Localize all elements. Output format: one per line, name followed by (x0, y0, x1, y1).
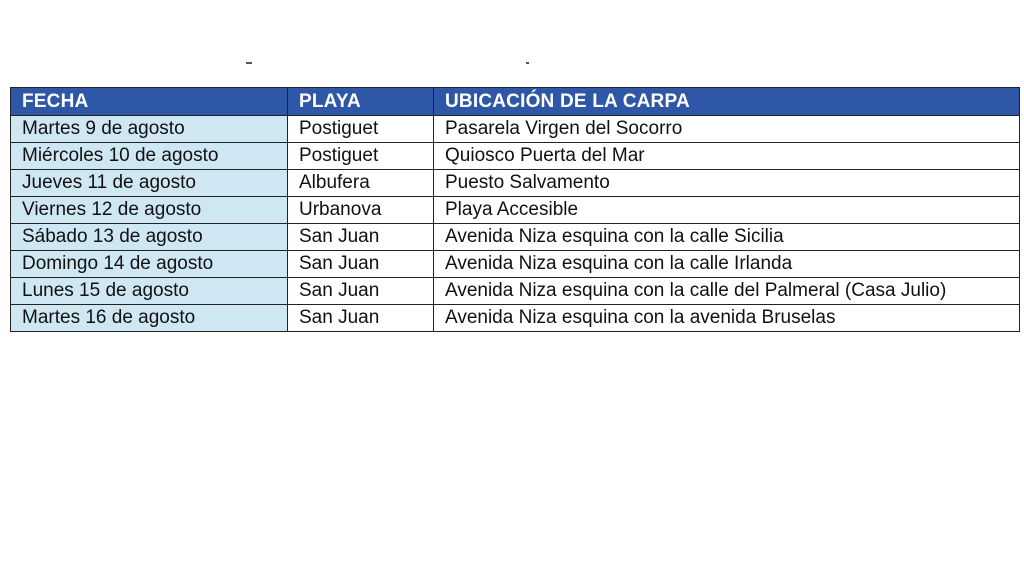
cell-ubicacion: Avenida Niza esquina con la avenida Bruselas (434, 305, 1020, 332)
table-row (11, 251, 1020, 278)
cell-ubicacion: Playa Accesible (434, 197, 1020, 224)
cell-playa: San Juan (288, 251, 434, 278)
cell-playa: Postiguet (288, 116, 434, 143)
header-fecha: FECHA (11, 88, 288, 116)
table-row (11, 278, 1020, 305)
cell-fecha: Martes 9 de agosto (11, 116, 288, 143)
cell-playa: Urbanova (288, 197, 434, 224)
cell-fecha: Domingo 14 de agosto (11, 251, 288, 278)
cell-fecha: Lunes 15 de agosto (11, 278, 288, 305)
cell-playa: Albufera (288, 170, 434, 197)
cell-fecha: Viernes 12 de agosto (11, 197, 288, 224)
stray-mark (246, 62, 252, 64)
table-row (11, 305, 1020, 332)
cell-ubicacion: Avenida Niza esquina con la calle del Palmeral (Casa Julio) (434, 278, 1020, 305)
cell-ubicacion: Quiosco Puerta del Mar (434, 143, 1020, 170)
table-header-row (11, 88, 1020, 116)
cell-fecha: Miércoles 10 de agosto (11, 143, 288, 170)
cell-fecha: Martes 16 de agosto (11, 305, 288, 332)
stray-mark (526, 62, 529, 64)
cell-playa: San Juan (288, 224, 434, 251)
table-row (11, 170, 1020, 197)
cell-playa: San Juan (288, 278, 434, 305)
schedule-table (10, 87, 1020, 332)
cell-ubicacion: Puesto Salvamento (434, 170, 1020, 197)
cell-fecha: Jueves 11 de agosto (11, 170, 288, 197)
cell-fecha: Sábado 13 de agosto (11, 224, 288, 251)
cell-ubicacion: Avenida Niza esquina con la calle Irlanda (434, 251, 1020, 278)
cell-ubicacion: Avenida Niza esquina con la calle Sicilia (434, 224, 1020, 251)
header-ubicacion: UBICACIÓN DE LA CARPA (434, 88, 1020, 116)
cell-playa: San Juan (288, 305, 434, 332)
header-playa: PLAYA (288, 88, 434, 116)
table-row (11, 143, 1020, 170)
cell-playa: Postiguet (288, 143, 434, 170)
table-row (11, 197, 1020, 224)
cell-ubicacion: Pasarela Virgen del Socorro (434, 116, 1020, 143)
table-row (11, 224, 1020, 251)
table-row (11, 116, 1020, 143)
